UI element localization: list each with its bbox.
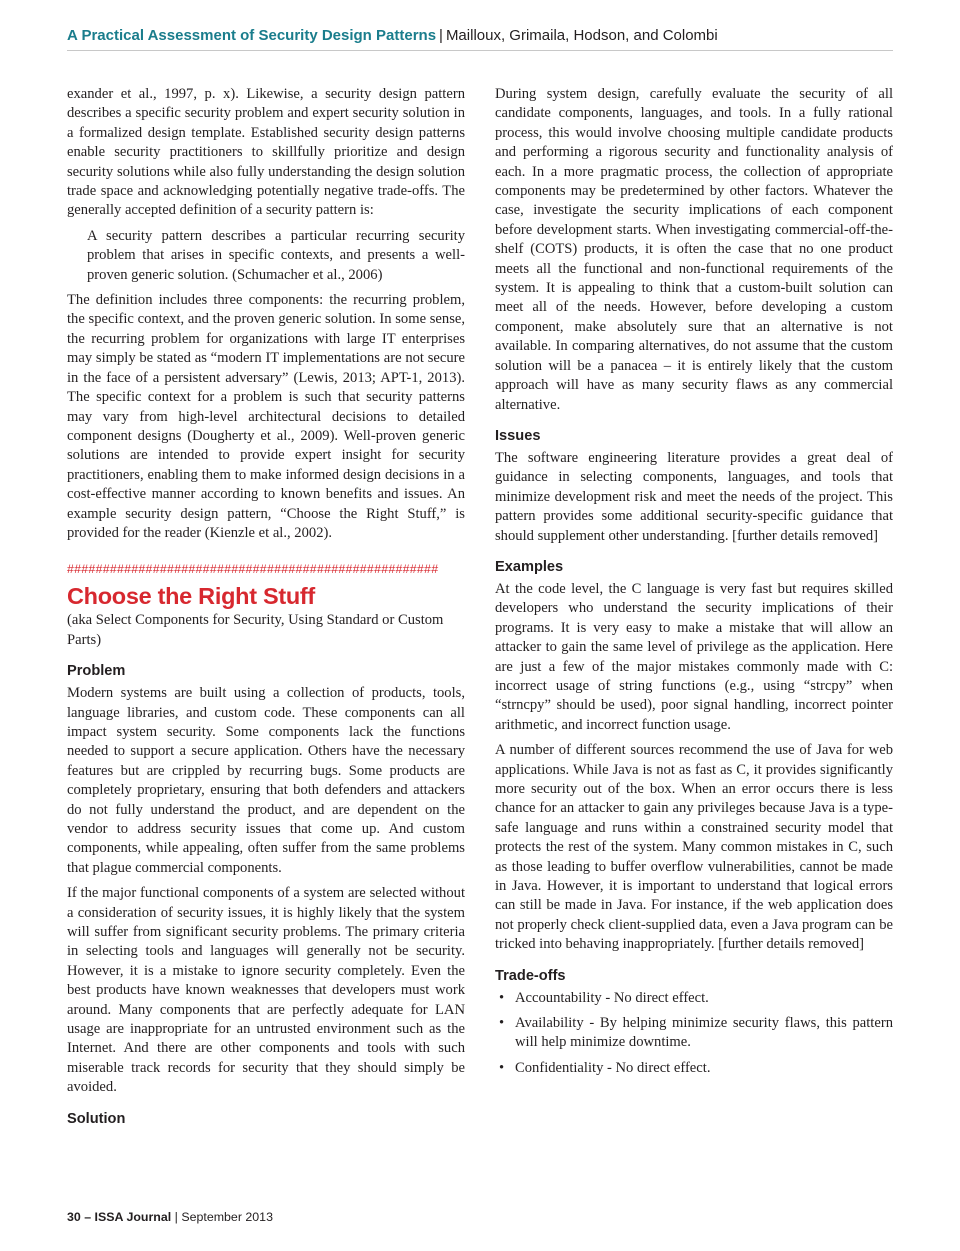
tradeoffs-list bbox=[495, 989, 893, 1079]
page-footer bbox=[67, 1210, 273, 1224]
tradeoffs-heading: Trade-offs bbox=[495, 967, 566, 984]
tradeoff-item bbox=[495, 1059, 893, 1078]
solution-heading: Solution bbox=[67, 1110, 126, 1127]
bullet-icon: • bbox=[499, 1015, 505, 1032]
issue-date: September 2013 bbox=[181, 1210, 273, 1224]
tradeoff-item bbox=[495, 989, 893, 1008]
tradeoff-text: Confidentiality - No direct effect. bbox=[515, 1059, 711, 1076]
problem-paragraph-2: If the major functional components of a system are selected without a consideration of security issues, it is highly likely that the system will suffer from significant security problems. The primary criteria in selecting tools and languages will generally not be security. However, it is a mistake to ignore security completely. Even the best products have known weaknesses that developers must work around. Many components that are perfectly adequate for LAN usage are inappropriate for an untrusted environment such as the Internet. And there are other components and tools with such miserable track records for security that they should simply be avoided. bbox=[67, 885, 465, 1096]
examples-paragraph-2: A number of different sources recommend the use of Java for web applications. While Java is not as fast as C, it provides significantly more security out of the box. When an error occurs there is less chance for an attacker to gain any privileges because Java is a type-safe language and runs within a constrained security model that protects the rest of the system. Many common mistakes in C, such as those leading to buffer overflow vulnerabilities, cannot be made in Java. However, it is important to understand that logical errors can still be made in Java. For instance, if the web application does not properly check client-supplied data, even a Java program can be tricked into behaving inappropriately. [further details removed] bbox=[495, 742, 893, 953]
intro-paragraph: exander et al., 1997, p. x). Likewise, a security design pattern describes a specific security problem and expert security solution in a formalized design template. Established security design patterns enable security practitioners to skillfully prioritize and design security solutions while also fully understanding the design solution trade space and acknowledging potentially negative trade-offs. The generally accepted definition of a security pattern is: bbox=[67, 86, 465, 219]
page-number: 30 – ISSA Journal bbox=[67, 1210, 172, 1224]
running-header bbox=[67, 24, 893, 48]
bullet-icon: • bbox=[499, 989, 505, 1006]
footer-separator: | bbox=[174, 1210, 178, 1224]
examples-paragraph-1: At the code level, the C language is very fast but requires skilled developers who understand the security implications of their programs. It is very easy to make a mistake that will allow an attacker to gain the same level of privilege as the application. Here are just a few of the major mistakes commonly made with C: incorrect usage of string functions (e.g., using “strcpy” when “strncpy” should be used), poor signal handling, incorrect pointer arithmetic, and incorrect function usage. bbox=[495, 580, 893, 733]
left-column bbox=[67, 85, 465, 1132]
article-authors: Mailloux, Grimaila, Hodson, and Colombi bbox=[445, 27, 718, 44]
problem-heading: Problem bbox=[67, 663, 126, 680]
tradeoff-text: Accountability - No direct effect. bbox=[515, 989, 709, 1006]
problem-paragraph-1: Modern systems are built using a collection of products, tools, language libraries, and custom code. These components can all impact system security. Some components lack the functions needed to support a secure application. Others have the necessary features but are crippled by recurring bugs. Some products are completely proprietary, ensuring that both defenders and attackers do not fully understand the product, and are dependent on the vendor to address security issues that come up. And custom components, while appealing, often suffer from the same problems that plague commercial components. bbox=[67, 685, 465, 876]
definition-paragraph: The definition includes three components: the recurring problem, the specific context, and the proven generic solution. In some sense, the recurring problem for organizations with large IT enterprises may simply be stated as “modern IT implementations are not secure in the face of a persistent adversary” (Lewis, 2013; APT-1, 2013). The specific context for a problem is such that security patterns may vary from high-level architectural decisions to detailed component designs (Dougherty et al., 2009). Well-proven generic solutions are intended to provide expert insight for security practitioners, enabling them to make informed design decisions in a cost-effective manner according to known benefits and issues. An example security design pattern, “Choose the Right Stuff,” is provided for the reader (Kienzle et al., 2002). bbox=[67, 292, 465, 541]
issues-paragraph: The software engineering literature provides a great deal of guidance in selecting components, languages, and tools that minimize development risk and meet the needs of the project. This pattern provides some additional security-specific guidance that should supplement other understanding. [further details removed] bbox=[495, 449, 893, 544]
tradeoff-item bbox=[495, 1014, 893, 1053]
header-separator: | bbox=[439, 27, 443, 44]
header-rule bbox=[67, 50, 893, 51]
right-column bbox=[495, 85, 893, 1084]
bullet-icon: • bbox=[499, 1059, 505, 1076]
pattern-aka: (aka Select Components for Security, Using Standard or Custom Parts) bbox=[67, 612, 444, 648]
tradeoff-text: Availability - By helping minimize security flaws, this pattern will help minimize downtime. bbox=[515, 1015, 893, 1051]
solution-paragraph: During system design, carefully evaluate the security of all candidate components, languages, and tools. In a fully rational process, this would involve choosing multiple candidate products and performing a rigorous security and functionality analysis of each. In a more pragmatic process, the collection of appropriate components may be predetermined by other factors. Whatever the case, investigate the security implications of each component before development starts. When investigating commercial-off-the-shelf (COTS) products, it is often the case that no one product meets all the functional and non-functional requirements of the system. It is appealing to think that a custom-built solution can meet all of the needs. However, before developing a custom component, make absolutely sure that an alternative is not available. In comparing alternatives, do not assume that the custom solution will be a panacea – it is entirely likely that the custom approach will have as many security flaws as any commercial alternative. bbox=[495, 86, 893, 413]
article-title: A Practical Assessment of Security Design Patterns bbox=[67, 27, 437, 44]
examples-heading: Examples bbox=[495, 558, 564, 575]
issues-heading: Issues bbox=[495, 427, 541, 444]
pattern-title: Choose the Right Stuff bbox=[67, 583, 315, 610]
pattern-separator: #################################################### bbox=[67, 562, 439, 577]
definition-quote: A security pattern describes a particular recurring security problem that arises in specific contexts, and presents a well-proven generic solution. (Schumacher et al., 2006) bbox=[87, 227, 465, 283]
